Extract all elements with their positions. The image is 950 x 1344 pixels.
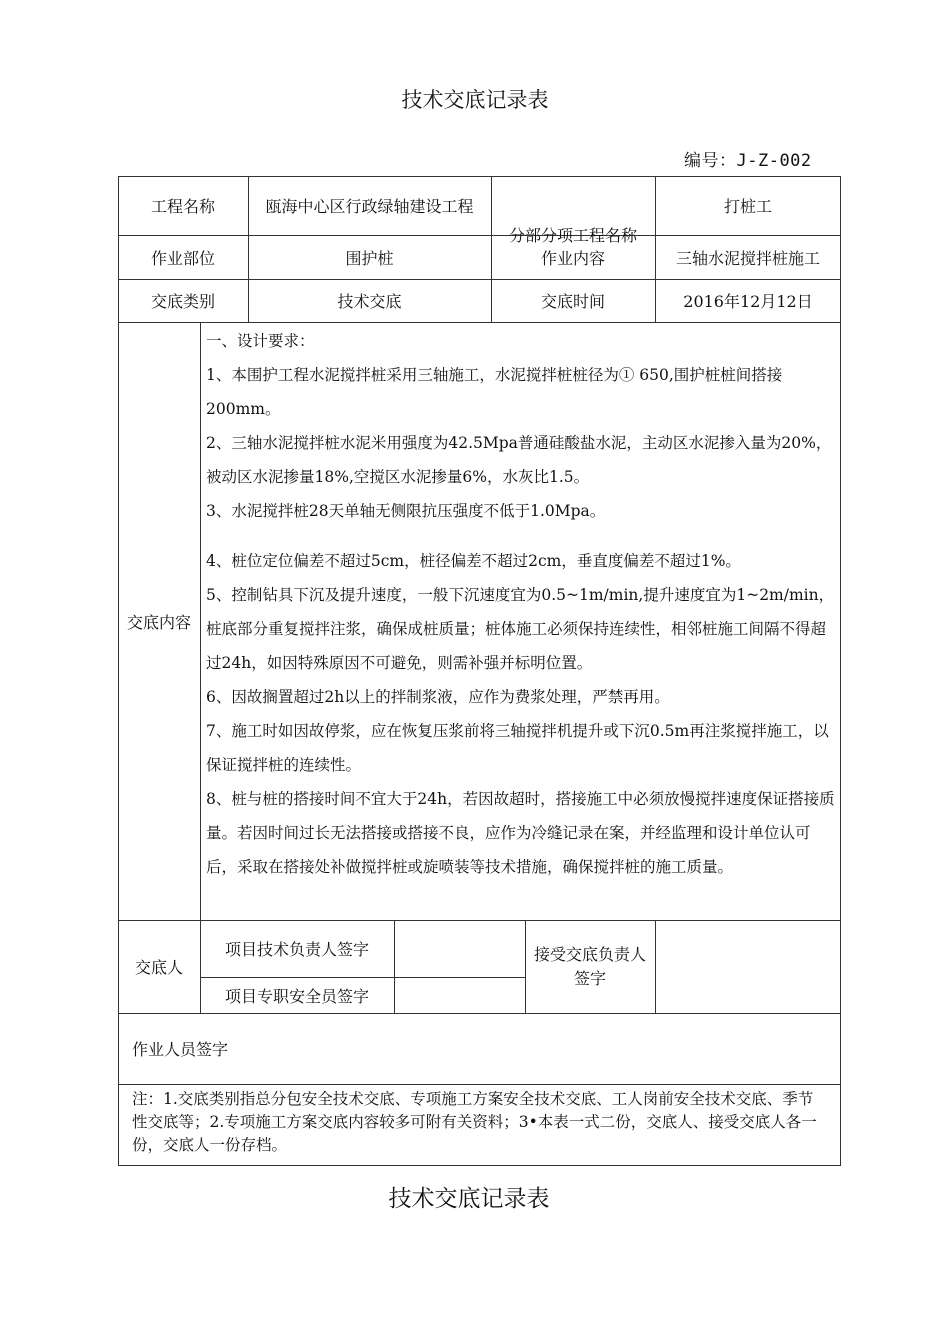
content-heading: 一、设计要求： <box>206 332 315 350</box>
page-title: 技术交底记录表 <box>401 88 549 112</box>
project-name-value: 瓯海中心区行政绿轴建设工程 <box>265 197 474 216</box>
note-text: 注：1.交底类别指总分包安全技术交底、专项施工方案安全技术交底、工人岗前安全技术交底、季节性交底等；2.专项施工方案交底内容较多可附有关资料；3•本表一式二份，交底人、接受交底人各一份，交底人一份存档。 <box>132 1090 817 1154</box>
work-content-value: 三轴水泥搅拌桩施工 <box>675 248 820 268</box>
time-value: 2016年12月12日 <box>683 292 813 311</box>
tech-lead-sign-label: 项目技术负责人签字 <box>224 940 369 959</box>
receiver-sign-label: 接受交底负责人签字 <box>533 944 646 988</box>
time-label: 交底时间 <box>540 292 605 311</box>
receiver-sign-field[interactable] <box>655 920 841 1013</box>
work-content-label: 作业内容 <box>540 248 605 268</box>
content-item-6: 6、因故搁置超过2h以上的拌制浆液，应作为费浆处理，严禁再用。 <box>206 688 670 706</box>
type-value: 技术交底 <box>337 292 402 311</box>
document-number: 编号：J-Z-002 <box>684 151 812 171</box>
project-name-label: 工程名称 <box>150 197 215 216</box>
safety-officer-sign-field[interactable] <box>394 977 525 1013</box>
discloser-label: 交底人 <box>134 958 183 977</box>
disclosure-content <box>206 324 836 918</box>
sub-project-value: 打桩工 <box>723 197 772 216</box>
work-part-label: 作业部位 <box>150 248 215 268</box>
type-label: 交底类别 <box>150 292 215 311</box>
work-part-value: 围护桩 <box>345 248 394 268</box>
content-item-2: 2、三轴水泥搅拌桩水泥米用强度为42.5Mpa普通硅酸盐水泥，主动区水泥掺入量为20%，被动区水泥掺量18%,空搅区水泥掺量6%，水灰比1.5。 <box>206 434 832 486</box>
content-item-1: 1、本围护工程水泥搅拌桩采用三轴施工，水泥搅拌桩桩径为① 650,围护桩桩间搭接200mm。 <box>206 366 783 418</box>
footer-title: 技术交底记录表 <box>388 1186 550 1212</box>
safety-officer-sign-label: 项目专职安全员签字 <box>224 986 369 1006</box>
content-item-7: 7、施工时如因故停浆，应在恢复压浆前将三轴搅拌机提升或下沉0.5m再注浆搅拌施工，以保证搅拌桩的连续性。 <box>206 722 829 774</box>
content-item-5: 5、控制钻具下沉及提升速度，一般下沉速度宜为0.5~1m/min,提升速度宜为1~2m/min，桩底部分重复搅拌注浆，确保成桩质量；桩体施工必须保持连续性，相邻桩施工间隔不得超过24h，如因特殊原因不可避免，则需补强并标明位置。 <box>206 586 835 672</box>
workers-sign-field[interactable] <box>332 1013 832 1084</box>
workers-sign-label: 作业人员签字 <box>132 1040 229 1059</box>
content-item-4: 4、桩位定位偏差不超过5cm，桩径偏差不超过2cm，垂直度偏差不超过1%。 <box>206 552 741 570</box>
content-item-3: 3、水泥搅拌桩28天单轴无侧限抗压强度不低于1.0Mpa。 <box>206 502 606 520</box>
sub-project-label: 分部分项工程名称 <box>508 226 637 245</box>
content-label: 交底内容 <box>126 612 191 632</box>
content-item-8: 8、桩与桩的搭接时间不宜大于24h，若因故超时，搭接施工中必须放慢搅拌速度保证搭接质量。若因时间过长无法搭接或搭接不良，应作为冷缝记录在案，并经监理和设计单位认可后，采取在搭接处补做搅拌桩或旋喷装等技术措施，确保搅拌桩的施工质量。 <box>206 790 835 876</box>
tech-lead-sign-field[interactable] <box>394 920 525 977</box>
